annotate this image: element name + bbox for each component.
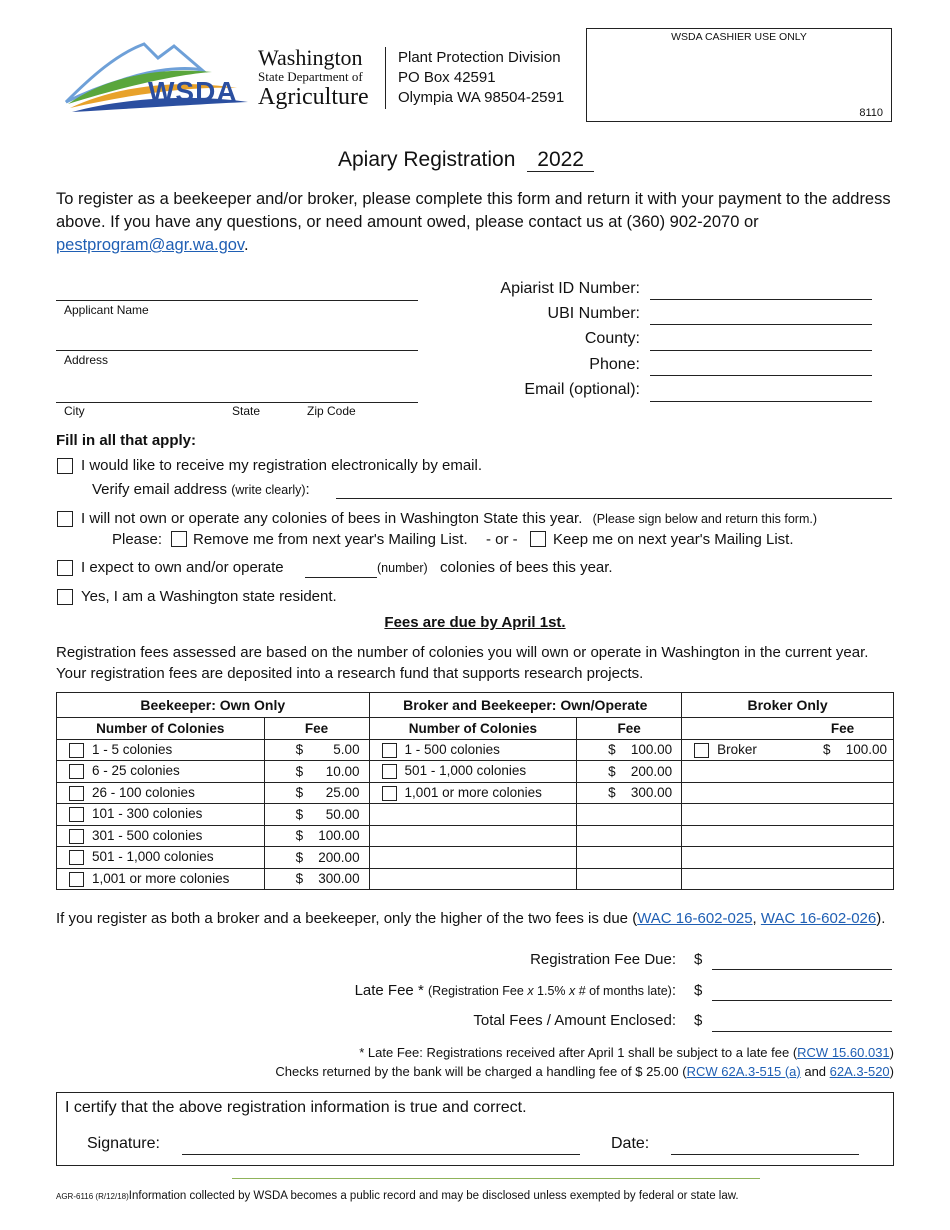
verify-label: Verify email address (92, 481, 228, 498)
beekeeper-row-label: 26 - 100 colonies (92, 784, 195, 800)
late-footnote (100, 1045, 894, 1060)
city-state-zip-line[interactable] (56, 402, 418, 403)
empty-cell (682, 825, 792, 847)
total-input[interactable] (712, 1031, 892, 1032)
dollar-sign: $ (822, 742, 831, 758)
beekeeper-row-checkbox[interactable] (69, 872, 84, 887)
beekeeper-row-fee (264, 739, 369, 761)
beekeeper-row-label: 501 - 1,000 colonies (92, 849, 214, 865)
both-note (56, 910, 916, 927)
org-line1: Washington (258, 45, 363, 70)
both-note-sep: , (752, 910, 761, 927)
beekeeper-row-fee-amount: 300.00 (318, 871, 360, 887)
address-line[interactable] (56, 350, 418, 351)
beekeeper-row-fee (264, 761, 369, 783)
broker-beekeeper-row-checkbox[interactable] (382, 764, 397, 779)
broker-beekeeper-row-checkbox[interactable] (382, 786, 397, 801)
beekeeper-row-checkbox[interactable] (69, 829, 84, 844)
reg-fee-input[interactable] (712, 969, 892, 970)
no-colonies-note: (Please sign below and return this form.) (592, 512, 817, 526)
verify-email-row (92, 481, 310, 498)
page-title (338, 148, 594, 172)
reg-fee-dollar: $ (694, 951, 703, 968)
keep-mailing-checkbox[interactable] (530, 531, 546, 547)
both-note-end: ). (876, 910, 886, 927)
late-fee-x2: x (569, 984, 576, 998)
org-name (258, 46, 384, 110)
electronic-checkbox[interactable] (57, 458, 73, 474)
checks-footnote (100, 1064, 894, 1079)
dollar-sign: $ (295, 871, 304, 887)
broker-row-fee-amount: 100.00 (845, 742, 887, 758)
resident-text: Yes, I am a Washington state resident. (81, 588, 337, 605)
empty-cell (792, 782, 894, 804)
checks-footnote-text: Checks returned by the bank will be charged a handling fee of $ 25.00 ( (275, 1064, 687, 1079)
empty-cell (792, 847, 894, 869)
certify-text: I certify that the above registration information is true and correct. (65, 1099, 527, 1116)
city-label: City (64, 404, 85, 418)
verify-email-input[interactable] (336, 498, 892, 499)
total-label: Total Fees / Amount Enclosed: (473, 1012, 676, 1029)
division: Plant Protection Division (398, 49, 561, 66)
city-line: Olympia WA 98504-2591 (398, 89, 565, 106)
table-row (57, 739, 894, 761)
beekeeper-row-option[interactable] (57, 825, 265, 847)
late-fee-note-a: (Registration Fee (427, 984, 528, 998)
beekeeper-row-option[interactable] (57, 782, 265, 804)
broker-beekeeper-row-fee (577, 761, 682, 783)
please-label: Please: (112, 531, 163, 548)
beekeeper-row-fee-amount: 5.00 (333, 742, 360, 758)
wsda-logo (62, 36, 252, 118)
group-broker: Broker Only (682, 693, 894, 718)
beekeeper-row-label: 1,001 or more colonies (92, 870, 230, 886)
late-fee-note (428, 984, 672, 998)
both-note-text: If you register as both a broker and a beekeeper, only the higher of the two fees is due ( (56, 910, 638, 927)
beekeeper-row-checkbox[interactable] (69, 807, 84, 822)
table-row (57, 804, 894, 826)
options-heading: Fill in all that apply: (56, 432, 197, 449)
beekeeper-row-fee (264, 868, 369, 890)
beekeeper-row-fee (264, 804, 369, 826)
beekeeper-row-fee-amount: 50.00 (325, 806, 360, 822)
beekeeper-row-option[interactable] (57, 804, 265, 826)
certify-box (56, 1092, 894, 1166)
email-label: Email (optional): (524, 381, 640, 398)
checks-and: and (800, 1064, 830, 1079)
broker-row-label: Broker (717, 741, 757, 757)
dollar-sign: $ (608, 785, 616, 801)
broker-beekeeper-row-label: 1 - 500 colonies (404, 741, 500, 757)
empty-cell (792, 825, 894, 847)
footer-notice: Information collected by WSDA becomes a public record and may be disclosed unless exempted by federal or state law. (128, 1190, 739, 1202)
no-colonies-checkbox[interactable] (57, 511, 73, 527)
dollar-sign: $ (295, 828, 304, 844)
remove-text: Remove me from next year's Mailing List. (193, 531, 468, 548)
expect-text-b: colonies of bees this year. (440, 559, 613, 576)
phone-input[interactable] (650, 375, 872, 376)
state-label: State (232, 404, 261, 418)
late-fee-input[interactable] (712, 1000, 892, 1001)
rcw-62a-520-link[interactable]: 62A.3-520 (829, 1064, 890, 1079)
cashier-code: 8110 (859, 107, 883, 119)
beekeeper-row-checkbox[interactable] (69, 743, 84, 758)
dollar-sign: $ (295, 849, 304, 865)
broker-beekeeper-row-label: 1,001 or more colonies (404, 784, 542, 800)
dollar-sign: $ (295, 806, 304, 822)
reg-fee-label: Registration Fee Due: (530, 951, 676, 968)
cashier-box (586, 28, 892, 122)
empty-cell (682, 804, 792, 826)
intro-paragraph (56, 188, 892, 257)
empty-cell (682, 868, 792, 890)
late-footnote-end: ) (889, 1045, 894, 1060)
broker-beekeeper-row-option[interactable] (369, 761, 577, 783)
table-row (57, 782, 894, 804)
fee-table-body (57, 739, 894, 890)
colony-count-input[interactable] (305, 577, 377, 578)
signature-label: Signature: (87, 1135, 160, 1152)
header-divider (385, 47, 386, 109)
county-input[interactable] (650, 350, 872, 351)
expect-note: (number) (377, 561, 428, 575)
email-input[interactable] (650, 401, 872, 402)
dollar-sign: $ (295, 763, 304, 779)
beekeeper-row-fee (264, 782, 369, 804)
applicant-name-line[interactable] (56, 300, 418, 301)
group-broker-beekeeper: Broker and Beekeeper: Own/Operate (369, 693, 682, 718)
empty-cell (369, 825, 577, 847)
org-line3: Agriculture (258, 84, 369, 110)
empty-cell (682, 847, 792, 869)
col-fee-2: Fee (577, 718, 682, 740)
title-text: Apiary Registration (338, 148, 516, 171)
broker-row-checkbox[interactable] (694, 743, 709, 758)
verify-colon: : (305, 481, 310, 498)
empty-cell (792, 804, 894, 826)
late-fee-note-b: 1.5% (533, 984, 569, 998)
footer-rule (232, 1178, 760, 1179)
beekeeper-row-label: 301 - 500 colonies (92, 827, 203, 843)
col-colonies-1: Number of Colonies (57, 718, 265, 740)
date-input[interactable] (671, 1154, 859, 1155)
broker-beekeeper-row-option[interactable] (369, 782, 577, 804)
beekeeper-row-option[interactable] (57, 847, 265, 869)
rcw-15-link[interactable]: RCW 15.60.031 (797, 1045, 890, 1060)
fee-table (56, 692, 894, 890)
col-blank-3 (682, 718, 792, 740)
dollar-sign: $ (295, 785, 304, 801)
broker-beekeeper-row-checkbox[interactable] (382, 743, 397, 758)
broker-row-option[interactable] (682, 739, 792, 761)
group-beekeeper: Beekeeper: Own Only (57, 693, 370, 718)
broker-beekeeper-row-fee-amount: 300.00 (630, 785, 673, 801)
col-fee-1: Fee (264, 718, 369, 740)
no-colonies-text: I will not own or operate any colonies of bees in Washington State this year. (81, 510, 583, 527)
table-row (57, 825, 894, 847)
address-label: Address (64, 353, 109, 367)
broker-beekeeper-row-fee (577, 782, 682, 804)
dollar-sign: $ (608, 763, 616, 779)
intro-end: . (243, 236, 249, 254)
table-row (57, 847, 894, 869)
beekeeper-row-fee-amount: 100.00 (318, 828, 360, 844)
beekeeper-row-option[interactable] (57, 739, 265, 761)
beekeeper-row-option[interactable] (57, 761, 265, 783)
empty-cell (577, 847, 682, 869)
contact-email-link[interactable]: pestprogram@agr.wa.gov (56, 236, 244, 254)
fees-info: Registration fees assessed are based on the number of colonies you will own or operate in Washington in the current year. Your registration fees are deposited into a research fund that supports research projects. (56, 644, 869, 682)
checks-footnote-end: ) (889, 1064, 894, 1079)
applicant-name-label: Applicant Name (64, 303, 149, 317)
broker-row-fee (792, 739, 894, 761)
org-line2: State Department of (258, 69, 363, 84)
empty-cell (369, 847, 577, 869)
table-row (57, 868, 894, 890)
electronic-text: I would like to receive my registration electronically by email. (81, 457, 482, 474)
col-colonies-2: Number of Colonies (369, 718, 577, 740)
dollar-sign: $ (608, 742, 616, 758)
late-fee-dollar: $ (694, 982, 703, 999)
phone-label: Phone: (589, 356, 640, 373)
wac-026-link[interactable]: WAC 16-602-026 (760, 910, 877, 927)
expect-text-a: I expect to own and/or operate (81, 559, 284, 576)
date-label: Date: (611, 1135, 650, 1152)
logo-text: WSDA (148, 76, 238, 107)
beekeeper-row-checkbox[interactable] (69, 850, 84, 865)
ubi-label: UBI Number: (547, 305, 640, 322)
beekeeper-row-fee (264, 847, 369, 869)
broker-beekeeper-row-fee (577, 739, 682, 761)
beekeeper-row-option[interactable] (57, 868, 265, 890)
no-colonies-row (81, 510, 817, 527)
empty-cell (682, 761, 792, 783)
beekeeper-row-fee (264, 825, 369, 847)
beekeeper-row-label: 101 - 300 colonies (92, 806, 203, 822)
late-fee-x1: x (527, 984, 534, 998)
empty-cell (577, 804, 682, 826)
remove-mailing-checkbox[interactable] (171, 531, 187, 547)
empty-cell (792, 761, 894, 783)
table-row (57, 761, 894, 783)
beekeeper-row-fee-amount: 200.00 (318, 849, 360, 865)
or-text: - or - (486, 531, 518, 548)
beekeeper-row-fee-amount: 10.00 (325, 763, 360, 779)
empty-cell (577, 868, 682, 890)
beekeeper-row-checkbox[interactable] (69, 786, 84, 801)
total-dollar: $ (694, 1012, 703, 1029)
broker-beekeeper-row-option[interactable] (369, 739, 577, 761)
late-fee-note-c: # of months late) (575, 984, 672, 998)
po-box: PO Box 42591 (398, 69, 496, 86)
apiarist-id-input[interactable] (650, 299, 872, 300)
late-fee-label: Late Fee * (354, 982, 424, 999)
cashier-label: WSDA CASHIER USE ONLY (671, 31, 807, 43)
mailing-address (398, 48, 564, 108)
signature-input[interactable] (182, 1154, 580, 1155)
intro-text: To register as a beekeeper and/or broker, please complete this form and return it with your payment to the address above. If you have any questions, or need amount owed, please contact us at (360) 902-2070 or (56, 190, 891, 231)
empty-cell (682, 782, 792, 804)
form-code: AGR-6116 (R/12/18) (56, 1192, 129, 1201)
beekeeper-row-checkbox[interactable] (69, 764, 84, 779)
late-fee-row (220, 982, 676, 999)
late-footnote-text: * Late Fee: Registrations received after April 1 shall be subject to a late fee ( (359, 1045, 798, 1060)
zip-label: Zip Code (307, 404, 356, 418)
apiarist-id-label: Apiarist ID Number: (500, 280, 640, 297)
ubi-input[interactable] (650, 324, 872, 325)
empty-cell (577, 825, 682, 847)
keep-text: Keep me on next year's Mailing List. (553, 531, 794, 548)
expect-checkbox[interactable] (57, 560, 73, 576)
empty-cell (369, 804, 577, 826)
beekeeper-row-fee-amount: 25.00 (325, 785, 360, 801)
title-year: 2022 (527, 149, 594, 172)
county-label: County: (584, 330, 640, 347)
broker-beekeeper-row-fee-amount: 200.00 (630, 763, 673, 779)
fees-due-heading: Fees are due by April 1st. (384, 614, 566, 631)
resident-checkbox[interactable] (57, 589, 73, 605)
broker-beekeeper-row-label: 501 - 1,000 colonies (404, 763, 527, 779)
beekeeper-row-label: 1 - 5 colonies (92, 741, 173, 757)
verify-note: (write clearly) (231, 483, 306, 497)
wac-025-link[interactable]: WAC 16-602-025 (637, 910, 753, 927)
beekeeper-row-label: 6 - 25 colonies (92, 763, 180, 779)
broker-beekeeper-row-fee-amount: 100.00 (630, 742, 673, 758)
rcw-62a-515-link[interactable]: RCW 62A.3-515 (a) (686, 1064, 801, 1079)
late-fee-colon: : (671, 982, 676, 999)
footer (56, 1186, 739, 1204)
dollar-sign: $ (295, 742, 304, 758)
empty-cell (792, 868, 894, 890)
empty-cell (369, 868, 577, 890)
col-fee-3: Fee (792, 718, 894, 740)
